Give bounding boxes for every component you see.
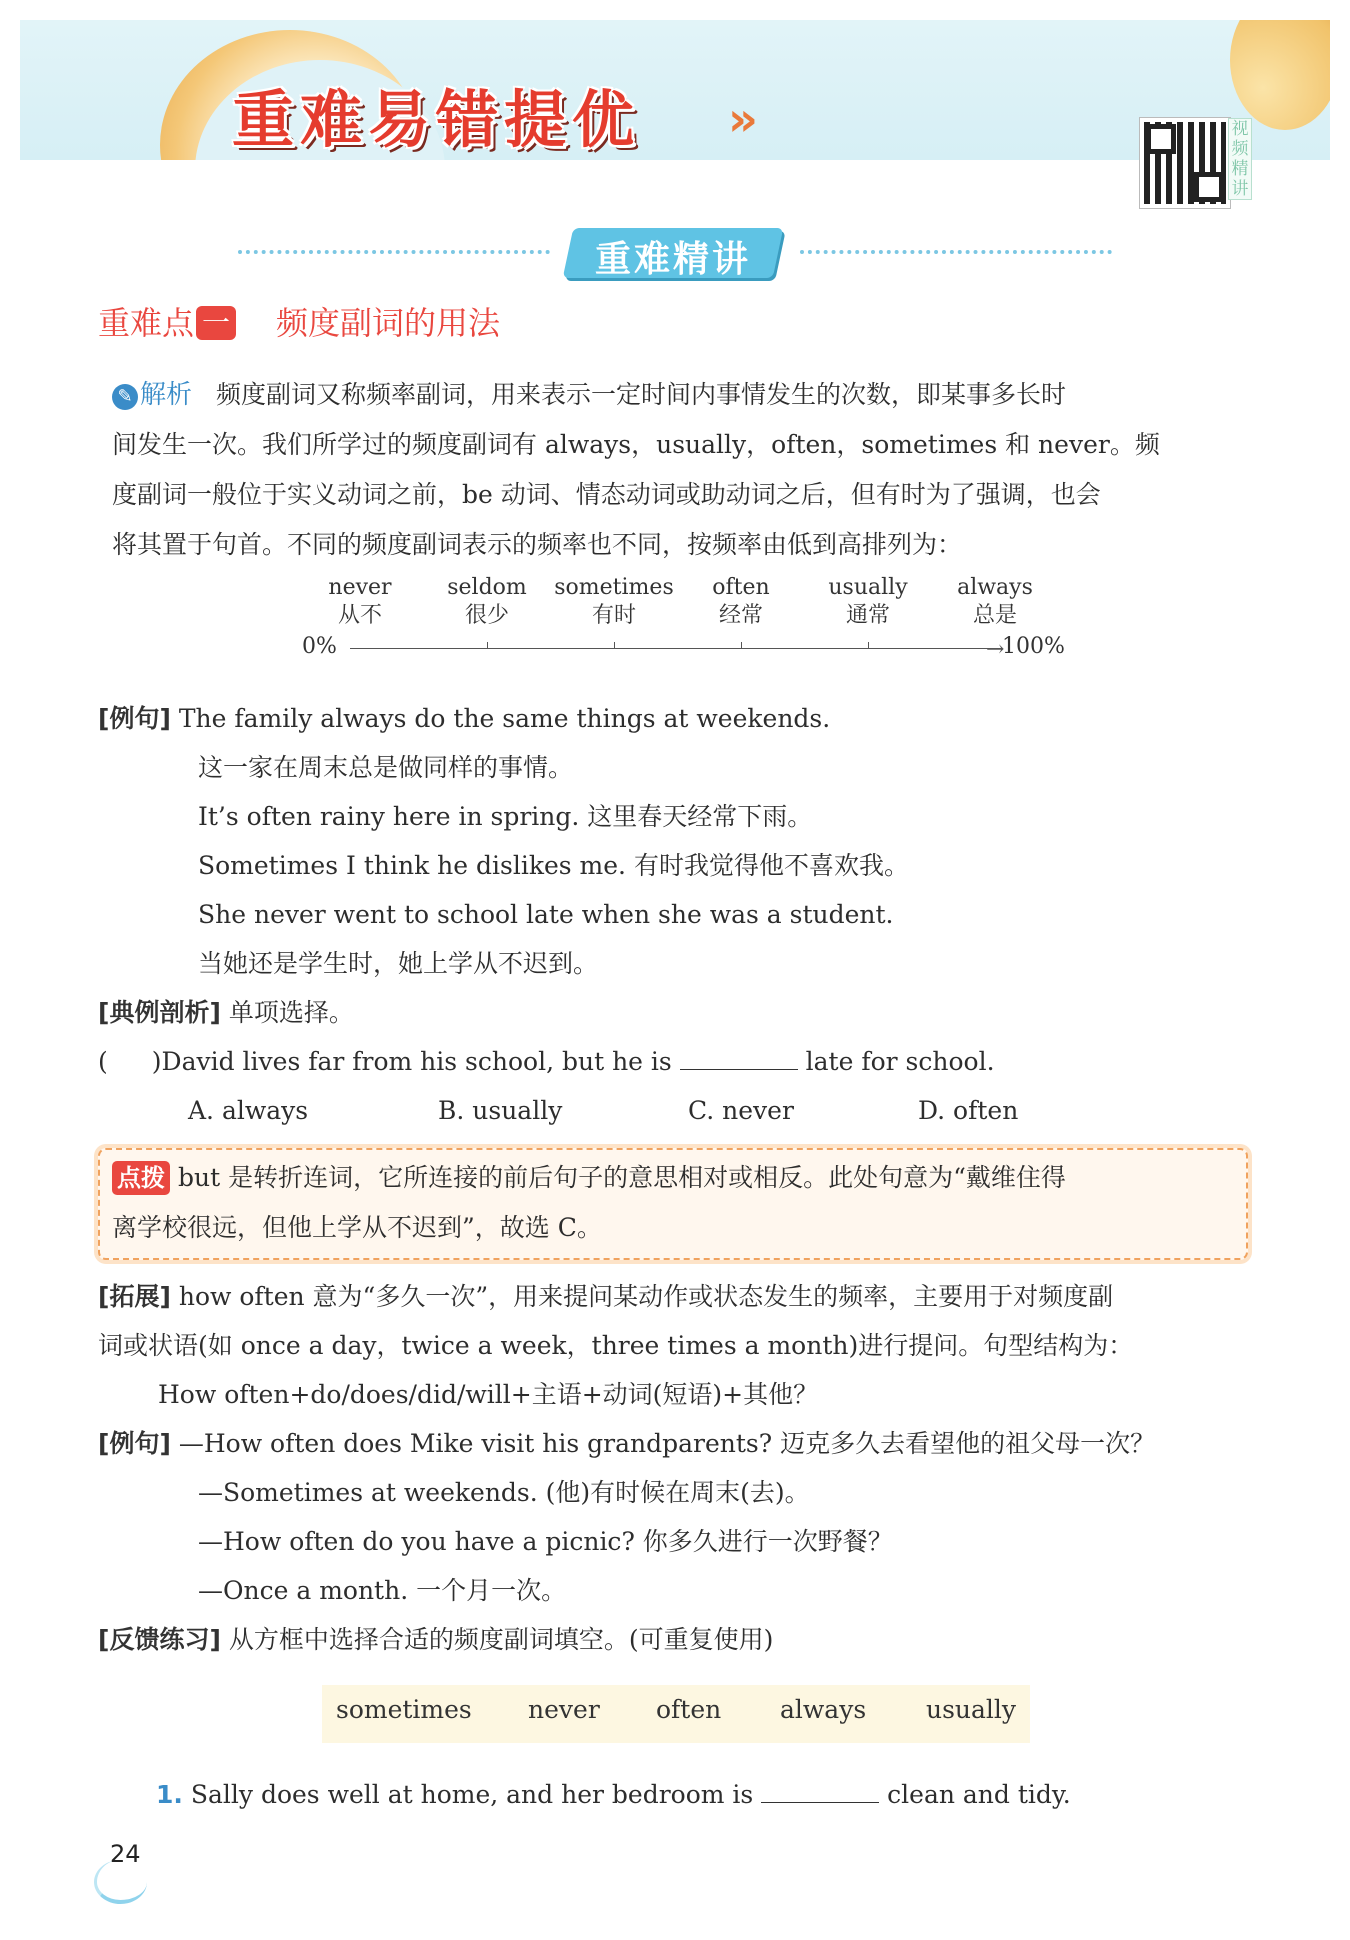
- scale-start-label: 0%: [302, 634, 337, 659]
- example-line: —Once a month. 一个月一次。: [198, 1576, 567, 1605]
- example-label: 例句: [109, 1429, 160, 1458]
- exercise-item: 1. Sally does well at home, and her bedroom is clean and tidy.: [156, 1770, 1071, 1820]
- tip-line-1: 点拨 but 是转折连词，它所连接的前后句子的意思相对或相反。此处句意为“戴维住得: [112, 1153, 1066, 1203]
- point-number: 一: [196, 306, 236, 340]
- example-line: [例句] —How often does Mike visit his grandparents? 迈克多久去看望他的祖父母一次？: [98, 1429, 1156, 1458]
- typical-label: 典例剖析: [109, 998, 210, 1027]
- qr-label: 视频精讲: [1228, 118, 1252, 200]
- word-option: always: [780, 1695, 867, 1724]
- banner-title: 重难易错提优: [232, 83, 641, 156]
- example-line: —How often do you have a picnic? 你多久进行一次野餐？: [198, 1527, 893, 1556]
- scale-item: often 经常: [712, 575, 770, 628]
- page-number: 24: [110, 1840, 141, 1868]
- answer-blank[interactable]: [761, 1776, 879, 1803]
- point-label: 重难点: [98, 304, 195, 342]
- example-line: It’s often rainy here in spring. 这里春天经常下雨。: [198, 802, 813, 831]
- sentence-formula: How often+do/does/did/will+主语+动词(短语)+其他？: [158, 1380, 819, 1409]
- tip-line-2: 离学校很远，但他上学从不迟到”，故选 C。: [112, 1213, 602, 1242]
- typical-heading: [典例剖析] 单项选择。: [98, 998, 354, 1027]
- scale-axis: [350, 648, 990, 649]
- answer-blank[interactable]: [680, 1043, 798, 1070]
- extension-line-1: [拓展] how often 意为“多久一次”，用来提问某动作或状态发生的频率，主要用于对频度副: [98, 1282, 1114, 1311]
- point-title: 频度副词的用法: [276, 304, 501, 342]
- word-option: usually: [926, 1695, 1017, 1724]
- option-c[interactable]: C. never: [688, 1096, 794, 1125]
- tip-badge: 点拨: [112, 1161, 170, 1195]
- example-line: —Sometimes at weekends. (他)有时候在周末(去)。: [198, 1478, 810, 1507]
- example-line: Sometimes I think he dislikes me. 有时我觉得他不喜欢我。: [198, 851, 909, 880]
- dotted-divider-left: [238, 250, 550, 254]
- corner-decoration: [1230, 20, 1330, 130]
- example-line: [例句] The family always do the same things at weekends.: [98, 704, 831, 733]
- word-option: never: [528, 1695, 600, 1724]
- option-d[interactable]: D. often: [918, 1096, 1019, 1125]
- header-banner: [20, 20, 1330, 160]
- scale-item: seldom 很少: [447, 575, 527, 628]
- frequency-scale: [300, 574, 1065, 674]
- exercise-number: 1.: [156, 1780, 183, 1809]
- analysis-line-1: ✎ 解析 频度副词又称频率副词，用来表示一定时间内事情发生的次数，即某事多长时: [112, 370, 1066, 420]
- section-tab-label: 重难精讲: [594, 239, 751, 280]
- example-label: 例句: [109, 704, 160, 733]
- extension-line-2: 词或状语(如 once a day，twice a week，three times a month)进行提问。句型结构为：: [98, 1331, 1134, 1360]
- arrow-right-icon: →: [986, 637, 1005, 662]
- scale-item: never 从不: [328, 575, 392, 628]
- key-icon: ✎: [112, 384, 138, 410]
- scale-item: always 总是: [957, 575, 1033, 628]
- example-line: She never went to school late when she was a student.: [198, 900, 894, 929]
- scale-item: sometimes 有时: [554, 575, 674, 628]
- analysis-line-4: 将其置于句首。不同的频度副词表示的频率也不同，按频率由低到高排列为：: [112, 530, 963, 559]
- analysis-line-3: 度副词一般位于实义动词之前，be 动词、情态动词或助动词之后，但有时为了强调，也会: [112, 480, 1101, 509]
- question-line: ( )David lives far from his school, but he is late for school.: [98, 1037, 995, 1087]
- option-b[interactable]: B. usually: [438, 1096, 563, 1125]
- scale-item: usually 通常: [828, 575, 908, 628]
- feedback-label: 反馈练习: [109, 1625, 210, 1654]
- point-heading: [98, 298, 500, 344]
- feedback-heading: [反馈练习] 从方框中选择合适的频度副词填空。(可重复使用): [98, 1625, 774, 1654]
- example-line: 当她还是学生时，她上学从不迟到。: [198, 949, 599, 978]
- analysis-label: 解析: [140, 380, 193, 410]
- word-option: often: [656, 1695, 722, 1724]
- scale-end-label: 100%: [1002, 634, 1065, 659]
- double-chevron-icon: ››: [728, 92, 750, 146]
- word-box: [322, 1685, 1030, 1743]
- extension-label: 拓展: [109, 1282, 160, 1311]
- word-option: sometimes: [336, 1695, 472, 1724]
- analysis-line-2: 间发生一次。我们所学过的频度副词有 always，usually，often，sometimes 和 never。频: [112, 430, 1160, 459]
- option-a[interactable]: A. always: [188, 1096, 309, 1125]
- dotted-divider-right: [800, 250, 1112, 254]
- qr-code-icon[interactable]: [1140, 118, 1230, 208]
- example-line: 这一家在周末总是做同样的事情。: [198, 753, 574, 782]
